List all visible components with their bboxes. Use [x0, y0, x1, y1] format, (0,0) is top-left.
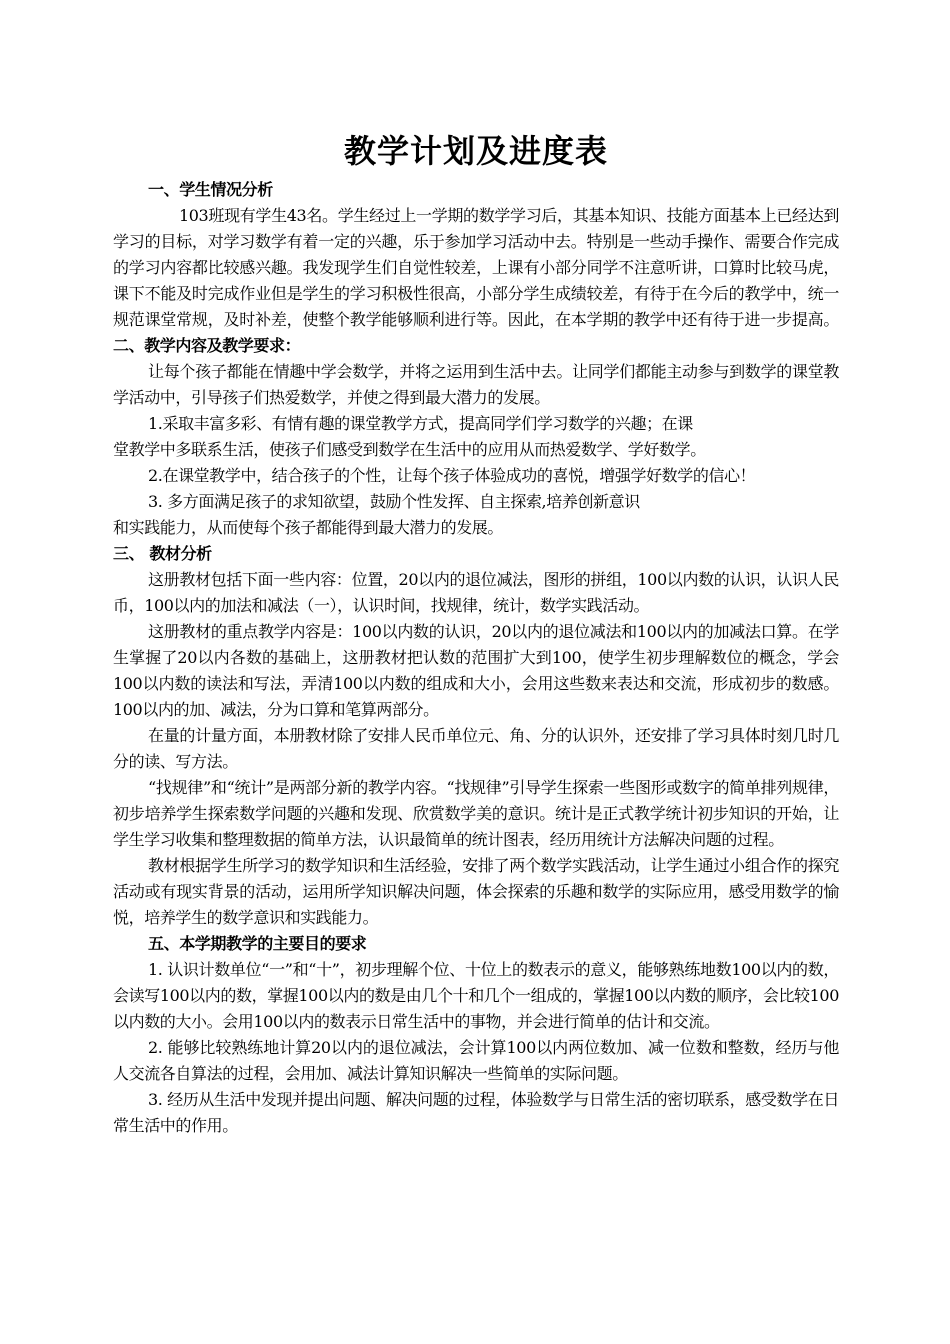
section3-paragraph-1: 这册教材包括下面一些内容：位置，20以内的退位减法，图形的拼组，100以内数的认识，认识人民币，100以内的加法和减法（一），认识时间，找规律，统计，数学实践活动。: [113, 570, 839, 615]
section3-paragraph-5: 教材根据学生所学习的数学知识和生活经验，安排了两个数学实践活动，让学生通过小组合作的探究活动或有现实背景的活动，运用所学知识解决问题，体会探索的乐趣和数学的实际应用，感受用数学的愉悦，培养学生的数学意识和实践能力。: [113, 856, 839, 927]
section5-heading: 五、本学期教学的主要目的要求: [148, 934, 367, 953]
section2-item1-line1: 1.采取丰富多彩、有情有趣的课堂教学方式，提高同学们学习数学的兴趣；在课: [148, 414, 693, 433]
section2-intro: 让每个孩子都能在情趣中学会数学，并将之运用到生活中去。让同学们都能主动参与到数学的课堂教学活动中，引导孩子们热爱数学，并使之得到最大潜力的发展。: [113, 362, 839, 407]
section2-heading: 二、教学内容及教学要求：: [113, 336, 301, 355]
section2-item2: 2.在课堂教学中，结合孩子的个性，让每个孩子体验成功的喜悦，增强学好数学的信心！: [148, 466, 756, 485]
section1-body: [113, 203, 839, 359]
document-title: 教学计划及进度表: [343, 132, 608, 170]
document-page: [113, 125, 839, 1139]
section5-goal-2: 2. 能够比较熟练地计算20以内的退位减法，会计算100以内两位数加、减一位数和整数，经历与他人交流各自算法的过程，会用加、减法计算知识解决一些简单的实际问题。: [113, 1038, 839, 1083]
section2-item1-line2: 堂教学中多联系生活，使孩子们感受到数学在生活中的应用从而热爱数学、学好数学。: [113, 440, 706, 459]
section3-paragraph-3: 在量的计量方面，本册教材除了安排人民币单位元、角、分的认识外，还安排了学习具体时刻几时几分的读、写方法。: [113, 726, 839, 771]
section1-text: 103班现有学生43名。学生经过上一学期的数学学习后，其基本知识、技能方面基本上已经达到学习的目标，对学习数学有着一定的兴趣，乐于参加学习活动中去。特别是一些动手操作、需要合作完成的学习内容都比较感兴趣。我发现学生们自觉性较差，上课有小部分同学不注意听讲，口算时比较马虎，课下不能及时完成作业但是学生的学习积极性很高，小部分学生成绩较差，有待于在今后的教学中，统一规范课堂常规，及时补差，使整个教学能够顺利进行等。因此，在本学期的教学中还有待于进一步提高。: [113, 206, 839, 329]
section3-heading: 三、 教材分析: [113, 544, 212, 563]
section5-goal-3: 3. 经历从生活中发现并提出问题、解决问题的过程，体验数学与日常生活的密切联系，感受数学在日常生活中的作用。: [113, 1090, 839, 1135]
section5-goal-1: 1. 认识计数单位“一”和“十”，初步理解个位、十位上的数表示的意义，能够熟练地数100以内的数，会读写100以内的数，掌握100以内的数是由几个十和几个一组成的，掌握100以内数的顺序，会比较100以内数的大小。会用100以内的数表示日常生活中的事物，并会进行简单的估计和交流。: [113, 960, 839, 1031]
section1-heading: 一、学生情况分析: [148, 180, 273, 199]
section2-item3-line2: 和实践能力，从而使每个孩子都能得到最大潜力的发展。: [113, 518, 504, 537]
section3-paragraph-4: “找规律”和“统计”是两部分新的教学内容。“找规律”引导学生探索一些图形或数字的简单排列规律，初步培养学生探索数学问题的兴趣和发现、欣赏数学美的意识。统计是正式教学统计初步知识的开始，让学生学习收集和整理数据的简单方法，认识最简单的统计图表，经历用统计方法解决问题的过程。: [113, 778, 839, 849]
section2-item3-line1: 3. 多方面满足孩子的求知欲望，鼓励个性发挥、自主探索,培养创新意识: [148, 492, 640, 511]
section3-paragraph-2: 这册教材的重点教学内容是：100以内数的认识，20以内的退位减法和100以内的加减法口算。在学生掌握了20以内各数的基础上，这册教材把认数的范围扩大到100，使学生初步理解数位的概念，学会100以内数的读法和写法，弄清100以内数的组成和大小，会用这些数来表达和交流，形成初步的数感。100以内的加、减法，分为口算和笔算两部分。: [113, 622, 839, 719]
